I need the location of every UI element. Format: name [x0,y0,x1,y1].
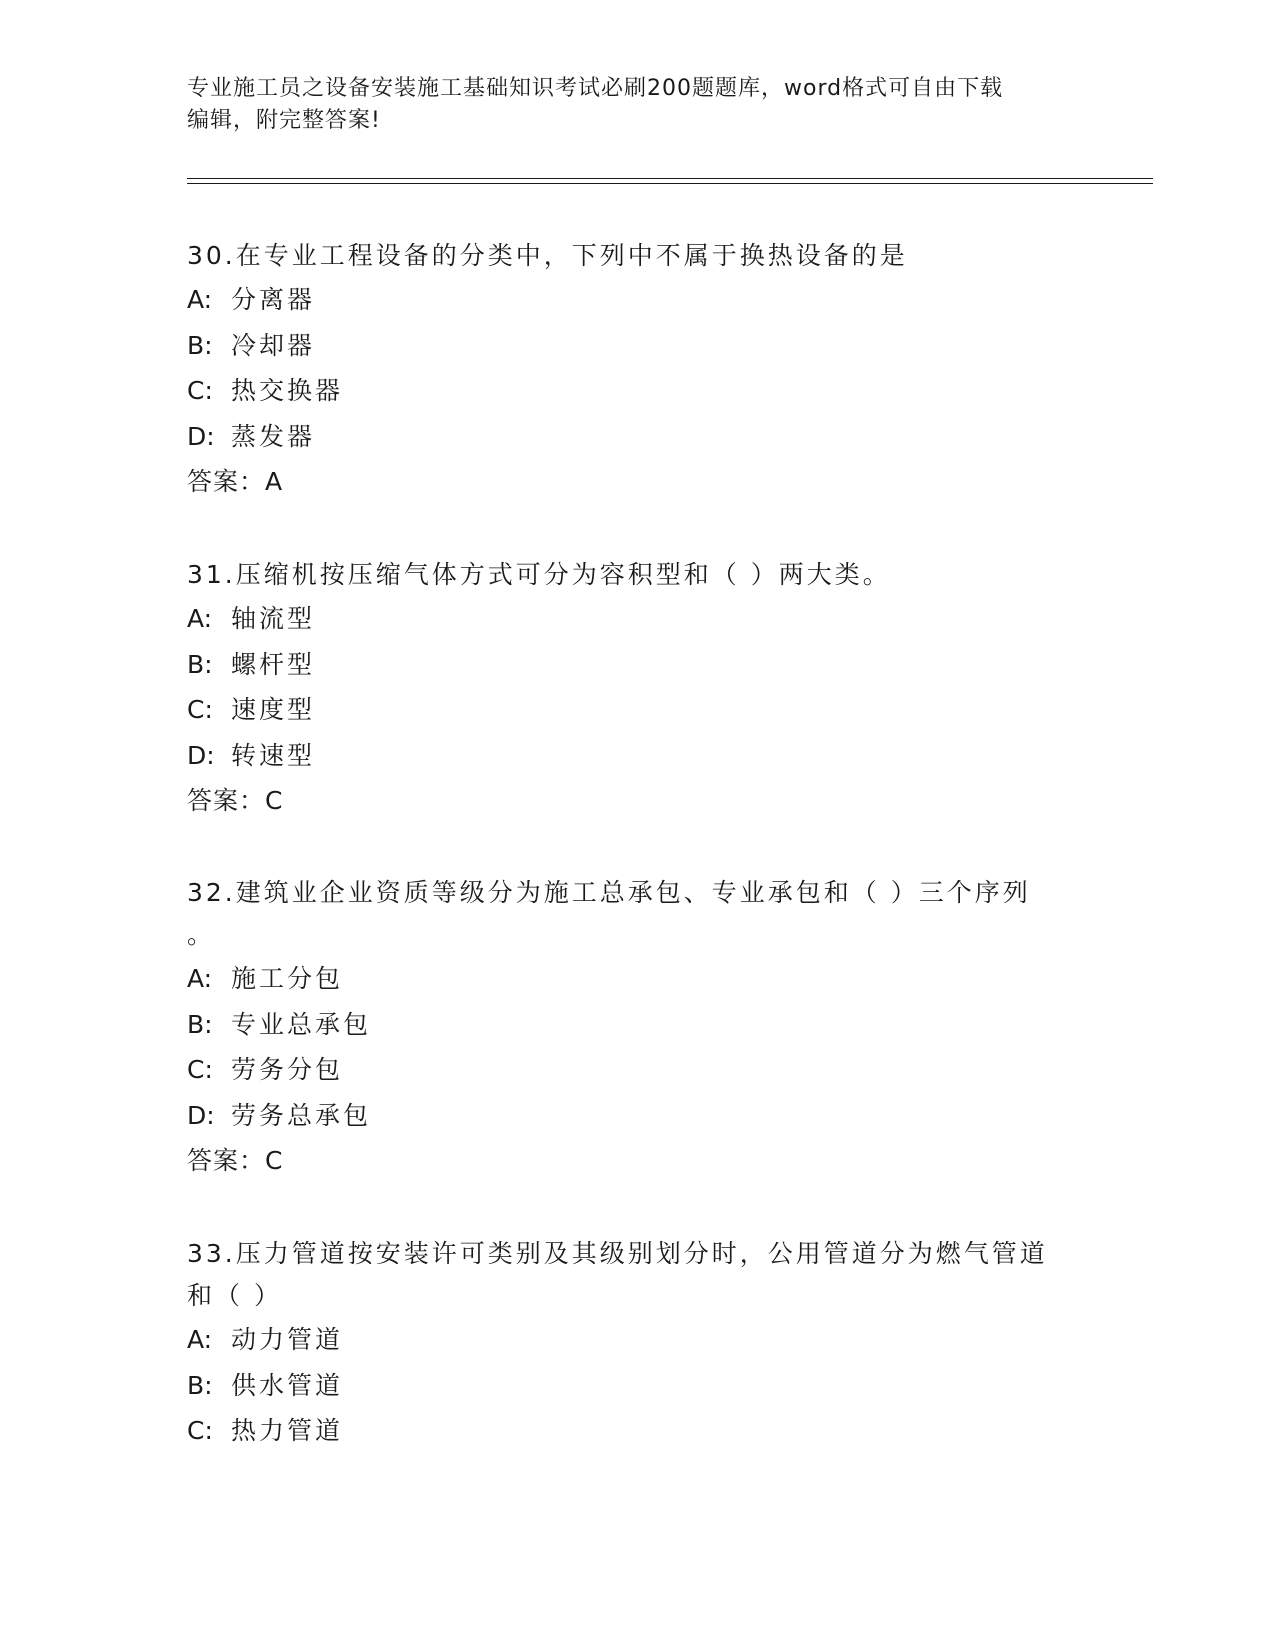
option-letter: A: [187,604,213,633]
question-stem: 30.在专业工程设备的分类中，下列中不属于换热设备的是 [187,241,908,270]
option-letter: C: [187,376,213,405]
option-c [187,1408,1087,1454]
option-letter: C: [187,1055,213,1084]
question-stem-continuation: 。 [187,920,216,949]
option-c [187,368,1087,414]
option-a [187,277,1087,323]
option-letter: D: [187,421,215,451]
option-b [187,1363,1087,1409]
option-text: 速度型 [231,695,316,724]
option-b [187,642,1087,688]
question-30 [187,235,1087,504]
option-letter: B: [187,1009,213,1039]
option-letter: B: [187,1370,213,1400]
answer-label: 答案：C [187,1146,284,1175]
option-text: 动力管道 [231,1325,344,1354]
question-31 [187,554,1087,823]
option-letter: C: [187,1416,213,1445]
option-text: 转速型 [231,740,316,770]
option-letter: B: [187,330,213,360]
option-a [187,596,1087,642]
option-c [187,1047,1087,1093]
option-text: 专业总承包 [231,1009,372,1039]
option-text: 冷却器 [231,330,316,360]
answer-label: 答案：A [187,467,284,496]
option-text: 热力管道 [231,1416,344,1445]
question-32 [187,872,1087,1183]
option-c [187,687,1087,733]
header-divider-bottom [187,183,1153,184]
option-letter: D: [187,1100,215,1130]
option-letter: D: [187,740,215,770]
option-d [187,1093,1087,1139]
option-text: 轴流型 [231,604,316,633]
option-text: 供水管道 [231,1370,344,1400]
option-d [187,414,1087,460]
question-stem: 33.压力管道按安装许可类别及其级别划分时，公用管道分为燃气管道 [187,1239,1048,1268]
question-33 [187,1233,1087,1454]
option-a [187,1317,1087,1363]
option-b [187,323,1087,369]
option-a [187,956,1087,1002]
option-letter: A: [187,1325,213,1354]
option-d [187,733,1087,779]
header-title-line-1: 专业施工员之设备安装施工基础知识考试必刷200题题库，word格式可自由下载 [187,76,1004,101]
option-letter: C: [187,695,213,724]
option-text: 施工分包 [231,964,344,993]
option-letter: B: [187,649,213,679]
option-text: 分离器 [231,285,316,314]
header-divider-top [187,178,1153,179]
option-text: 热交换器 [231,376,344,405]
option-text: 蒸发器 [231,421,316,451]
document-header [187,73,1067,137]
option-b [187,1002,1087,1048]
question-stem: 31.压缩机按压缩气体方式可分为容积型和（ ）两大类。 [187,560,891,589]
header-title-line-2: 编辑，附完整答案! [187,108,381,133]
option-letter: A: [187,964,213,993]
question-stem: 32.建筑业企业资质等级分为施工总承包、专业承包和（ ）三个序列 [187,878,1031,907]
option-letter: A: [187,285,213,314]
answer-label: 答案：C [187,786,284,815]
option-text: 螺杆型 [231,649,316,679]
option-text: 劳务分包 [231,1055,344,1084]
question-stem-continuation: 和（ ） [187,1281,282,1310]
option-text: 劳务总承包 [231,1100,372,1130]
